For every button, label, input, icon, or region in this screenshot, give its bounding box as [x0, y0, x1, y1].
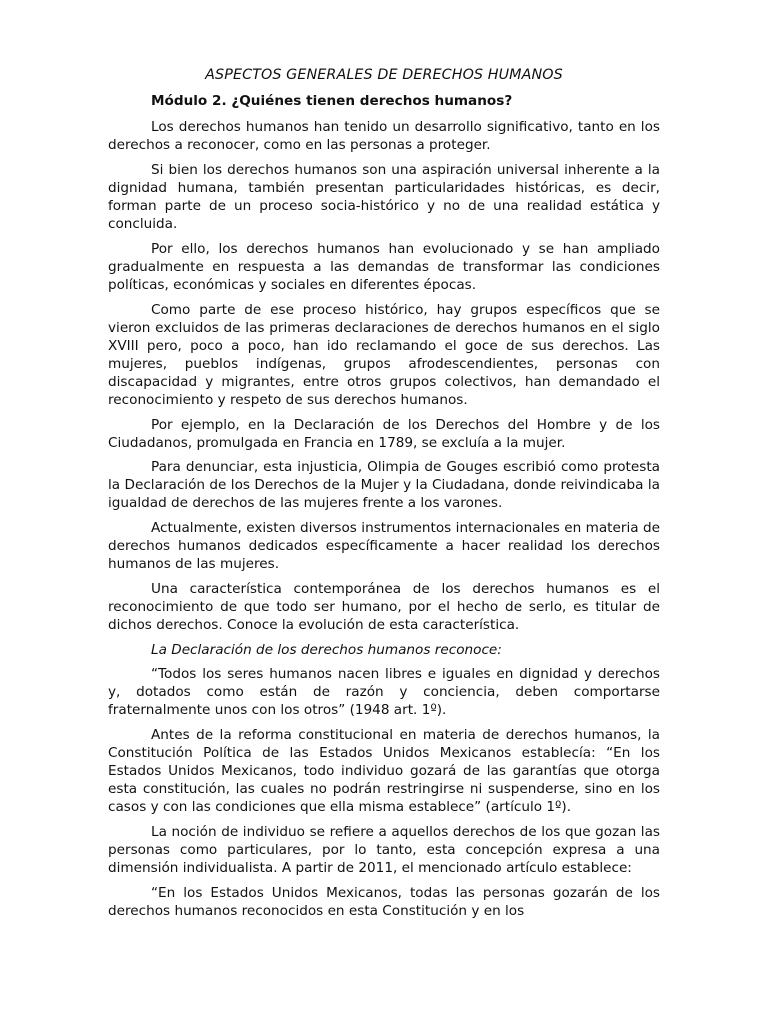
declaration-quote: “Todos los seres humanos nacen libres e iguales en dignidad y derechos y, dotados como están de razón y conciencia, deben comportarse fraternalmente unos con los otros” (1948 art. 1º). — [108, 666, 660, 719]
paragraph-3: Por ello, los derechos humanos han evolucionado y se han ampliado gradualmente en respuesta a las demandas de transformar las condiciones políticas, económicas y sociales en diferentes épocas. — [108, 240, 660, 293]
module-heading: Módulo 2. ¿Quiénes tienen derechos humanos? — [151, 93, 513, 110]
paragraph-8: Una característica contemporánea de los derechos humanos es el reconocimiento de que todo ser humano, por el hecho de serlo, es titular de dichos derechos. Conoce la evolución de esta característica. — [108, 580, 660, 634]
declaration-intro: La Declaración de los derechos humanos reconoce: — [151, 641, 502, 658]
paragraph-7: Actualmente, existen diversos instrumentos internacionales en materia de derechos humanos dedicados específicamente a hacer realidad los derechos humanos de las mujeres. — [108, 520, 660, 573]
document-page — [108, 66, 660, 926]
paragraph-6: Para denunciar, esta injusticia, Olimpia de Gouges escribió como protesta la Declaración de los Derechos de la Mujer y la Ciudadana, donde reivindicaba la igualdad de derechos de las mujeres frente a los varones. — [108, 459, 660, 512]
paragraph-5: Por ejemplo, en la Declaración de los Derechos del Hombre y de los Ciudadanos, promulgada en Francia en 1789, se excluía a la mujer. — [108, 416, 660, 451]
paragraph-11: Antes de la reforma constitucional en materia de derechos humanos, la Constitución Política de las Estados Unidos Mexicanos establecía: “En los Estados Unidos Mexicanos, todo individuo gozará de las garantías que otorga esta constitución, las cuales no podrán restringirse ni suspenderse, sino en los casos y con las condiciones que ella misma establece” (artículo 1º). — [108, 727, 660, 816]
paragraph-4: Como parte de ese proceso histórico, hay grupos específicos que se vieron excluidos de las primeras declaraciones de derechos humanos en el siglo XVIII pero, poco a poco, han ido reclamando el goce de sus derechos. Las mujeres, pueblos indígenas, grupos afrodescendientes, personas con discapacidad y migrantes, entre otros grupos colectivos, han demandado el reconocimiento y respeto de sus derechos humanos. — [108, 301, 660, 408]
constitution-quote: “En los Estados Unidos Mexicanos, todas las personas gozarán de los derechos humanos reconocidos en esta Constitución y en los — [108, 884, 660, 919]
paragraph-1: Los derechos humanos han tenido un desarrollo significativo, tanto en los derechos a reconocer, como en las personas a proteger. — [108, 119, 660, 154]
paragraph-2: Si bien los derechos humanos son una aspiración universal inherente a la dignidad humana, también presentan particularidades históricas, es decir, forman parte de un proceso socia-histórico y no de una realidad estática y concluida. — [108, 161, 660, 233]
document-title: ASPECTOS GENERALES DE DERECHOS HUMANOS — [205, 67, 563, 83]
paragraph-12: La noción de individuo se refiere a aquellos derechos de los que gozan las personas como particulares, por lo tanto, esta concepción expresa a una dimensión individualista. A partir de 2011, el mencionado artículo establece: — [108, 823, 660, 877]
